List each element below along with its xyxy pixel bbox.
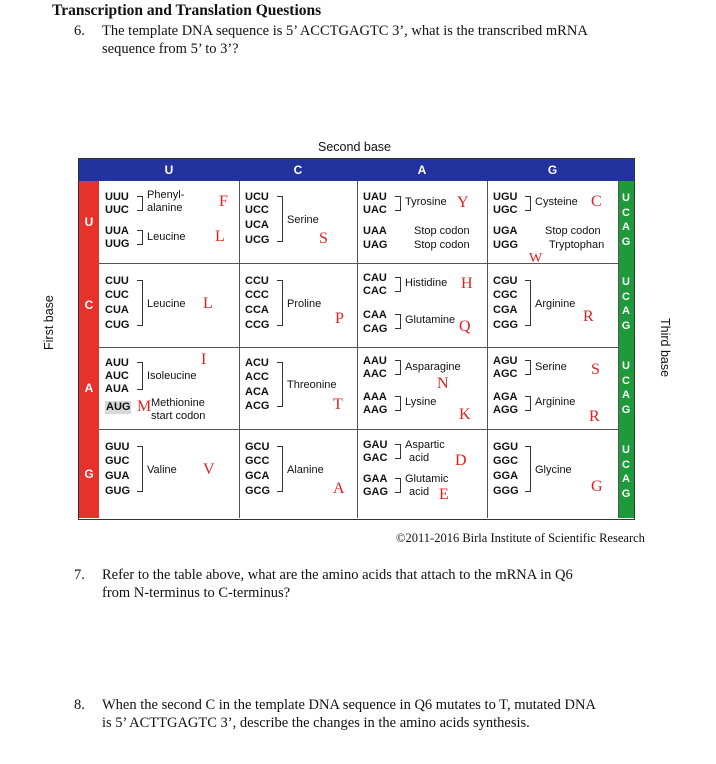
aa-phenylalanine-2: alanine (147, 202, 183, 214)
aa-lysine: Lysine (405, 396, 437, 408)
codon-gua: GUA (105, 470, 130, 482)
aa-methionine: Methionine (151, 397, 205, 409)
letter-p: P (335, 310, 344, 327)
first-base-label: First base (42, 295, 56, 350)
letter-y: Y (457, 194, 469, 211)
corner-header (79, 159, 99, 181)
codon-gcu: GCU (245, 441, 270, 453)
letter-m: M (137, 398, 152, 415)
aa-isoleucine: Isoleucine (147, 370, 197, 382)
codon-ccc: CCC (245, 289, 269, 301)
column-header-a: A (357, 159, 487, 181)
codon-uga: UGA (493, 225, 518, 237)
codon-aag: AAG (363, 404, 388, 416)
aa-glutamine: Glutamine (405, 314, 456, 326)
codon-uug: UUG (105, 238, 130, 250)
letter-g: G (591, 478, 603, 495)
question-7-number: 7. (74, 567, 85, 583)
second-base-label: Second base (318, 140, 391, 154)
codon-auc: AUC (105, 370, 129, 382)
letter-l-uu: L (215, 228, 225, 245)
third-base-label: Third base (658, 318, 672, 378)
letter-c: C (591, 193, 602, 210)
codon-ucg: UCG (245, 234, 270, 246)
aa-tryptophan: Tryptophan (549, 239, 605, 251)
question-8-line-1: When the second C in the template DNA sequence in Q6 mutates to T, mutated DNA (102, 697, 596, 713)
codon-uua: UUA (105, 225, 129, 237)
codon-acu: ACU (245, 357, 269, 369)
question-7-text (102, 566, 573, 602)
codon-table (78, 158, 635, 520)
codon-gac: GAC (363, 452, 388, 464)
letter-a: A (333, 480, 345, 497)
codon-cgg: CGG (493, 319, 519, 331)
codon-ugg: UGG (493, 239, 519, 251)
codon-aau: AAU (363, 355, 387, 367)
aa-arginine-cg: Arginine (535, 298, 576, 310)
codon-guu: GUU (105, 441, 130, 453)
codon-aac: AAC (363, 368, 387, 380)
letter-f: F (219, 193, 228, 210)
codon-acg: ACG (245, 400, 270, 412)
third-base-g-group: U C A G (618, 429, 634, 518)
codon-ugu: UGU (493, 191, 518, 203)
codon-ucu: UCU (245, 191, 269, 203)
aa-asparagine: Asparagine (405, 361, 461, 373)
start-codon-label: start codon (151, 410, 206, 422)
aa-threonine: Threonine (287, 379, 337, 391)
aa-valine: Valine (147, 464, 177, 476)
stop-codon-uag: Stop codon (414, 239, 470, 251)
letter-w: W (529, 251, 543, 266)
letter-d: D (455, 452, 467, 469)
third-base-c-group: U C A G (618, 263, 634, 347)
aa-histidine: Histidine (405, 277, 448, 289)
codon-ccu: CCU (245, 275, 269, 287)
aa-proline: Proline (287, 298, 322, 310)
aa-serine-ag: Serine (535, 361, 567, 373)
question-6-line-2: sequence from 5’ to 3’? (102, 41, 239, 57)
letter-e: E (439, 486, 449, 503)
letter-i: I (201, 351, 207, 368)
question-8-number: 8. (74, 697, 85, 713)
copyright-notice: ©2011-2016 Birla Institute of Scientific Research (396, 531, 645, 545)
aa-leucine-cu: Leucine (147, 298, 186, 310)
letter-v: V (203, 461, 215, 478)
question-7-line-1: Refer to the table above, what are the amino acids that attach to the mRNA in Q6 (102, 567, 573, 583)
aa-phenylalanine-1: Phenyl- (147, 189, 185, 201)
codon-uag: UAG (363, 239, 388, 251)
codon-aug: AUG (106, 401, 131, 413)
codon-uuc: UUC (105, 204, 129, 216)
codon-gaa: GAA (363, 473, 388, 485)
letter-s-uc: S (319, 230, 328, 247)
row-header-g: G (79, 429, 99, 518)
letter-n: N (437, 375, 449, 392)
row-header-a: A (79, 347, 99, 429)
codon-cuc: CUC (105, 289, 129, 301)
aa-aspartic-acid: acid (409, 452, 430, 464)
row-header-c: C (79, 263, 99, 347)
row-header-u: U (79, 181, 99, 263)
codon-cuu: CUU (105, 275, 129, 287)
aa-glutamic: Glutamic (405, 473, 449, 485)
codon-cgu: CGU (493, 275, 518, 287)
question-6-text (102, 22, 588, 58)
letter-l-cu: L (203, 295, 213, 312)
aa-serine-uc: Serine (287, 214, 319, 226)
codon-gcc: GCC (245, 455, 270, 467)
codon-ugc: UGC (493, 204, 518, 216)
codon-aaa: AAA (363, 391, 387, 403)
letter-s-ag: S (591, 361, 600, 378)
question-7-line-2: from N-terminus to C-terminus? (102, 585, 291, 601)
corner-header-right (618, 159, 634, 181)
codon-caa: CAA (363, 309, 387, 321)
codon-ucc: UCC (245, 204, 269, 216)
codon-cua: CUA (105, 304, 129, 316)
question-6-line-1: The template DNA sequence is 5’ ACCTGAGTC 3’, what is the transcribed mRNA (102, 23, 588, 39)
letter-q: Q (459, 318, 471, 335)
question-8-line-2: is 5’ ACTTGAGTC 3’, describe the changes in the amino acids synthesis. (102, 715, 530, 731)
letter-t: T (333, 396, 343, 413)
codon-uau: UAU (363, 191, 387, 203)
codon-ggg: GGG (493, 485, 519, 497)
stop-codon-uga: Stop codon (545, 225, 601, 237)
codon-gca: GCA (245, 470, 270, 482)
codon-agu: AGU (493, 355, 518, 367)
aa-aspartic: Aspartic (405, 439, 445, 451)
codon-auu: AUU (105, 357, 129, 369)
codon-ggu: GGU (493, 441, 519, 453)
codon-agc: AGC (493, 368, 518, 380)
codon-guc: GUC (105, 455, 130, 467)
codon-aua: AUA (105, 383, 129, 395)
codon-uuu: UUU (105, 191, 129, 203)
letter-r-cg: R (583, 308, 594, 325)
aa-arginine-ag: Arginine (535, 396, 576, 408)
codon-acc: ACC (245, 371, 269, 383)
stop-codon-uaa: Stop codon (414, 225, 470, 237)
codon-cau: CAU (363, 272, 387, 284)
codon-cag: CAG (363, 323, 388, 335)
letter-k: K (459, 406, 471, 423)
codon-cgc: CGC (493, 289, 518, 301)
codon-aga: AGA (493, 391, 518, 403)
codon-ggc: GGC (493, 455, 519, 467)
codon-uaa: UAA (363, 225, 387, 237)
codon-cac: CAC (363, 285, 387, 297)
codon-cug: CUG (105, 319, 130, 331)
aa-alanine: Alanine (287, 464, 324, 476)
codon-gga: GGA (493, 470, 519, 482)
aa-glutamic-acid: acid (409, 486, 430, 498)
question-6-number: 6. (74, 23, 85, 39)
codon-gcg: GCG (245, 485, 271, 497)
codon-cca: CCA (245, 304, 269, 316)
column-header-u: U (99, 159, 239, 181)
codon-gau: GAU (363, 439, 388, 451)
codon-gug: GUG (105, 485, 131, 497)
aa-tyrosine: Tyrosine (405, 196, 447, 208)
codon-cga: CGA (493, 304, 518, 316)
column-header-g: G (487, 159, 618, 181)
codon-uac: UAC (363, 204, 387, 216)
codon-ccg: CCG (245, 319, 270, 331)
codon-gag: GAG (363, 486, 389, 498)
aa-leucine-uu: Leucine (147, 231, 186, 243)
column-header-c: C (239, 159, 357, 181)
worksheet-heading: Transcription and Translation Questions (52, 2, 322, 19)
codon-aca: ACA (245, 386, 269, 398)
aa-cysteine: Cysteine (535, 196, 578, 208)
question-8-text (102, 696, 596, 732)
third-base-u-group: U C A G (618, 181, 634, 263)
codon-uca: UCA (245, 219, 269, 231)
third-base-a-group: U C A G (618, 347, 634, 429)
letter-r-ag: R (589, 408, 600, 425)
codon-agg: AGG (493, 404, 519, 416)
letter-h: H (461, 275, 473, 292)
aa-glycine: Glycine (535, 464, 572, 476)
